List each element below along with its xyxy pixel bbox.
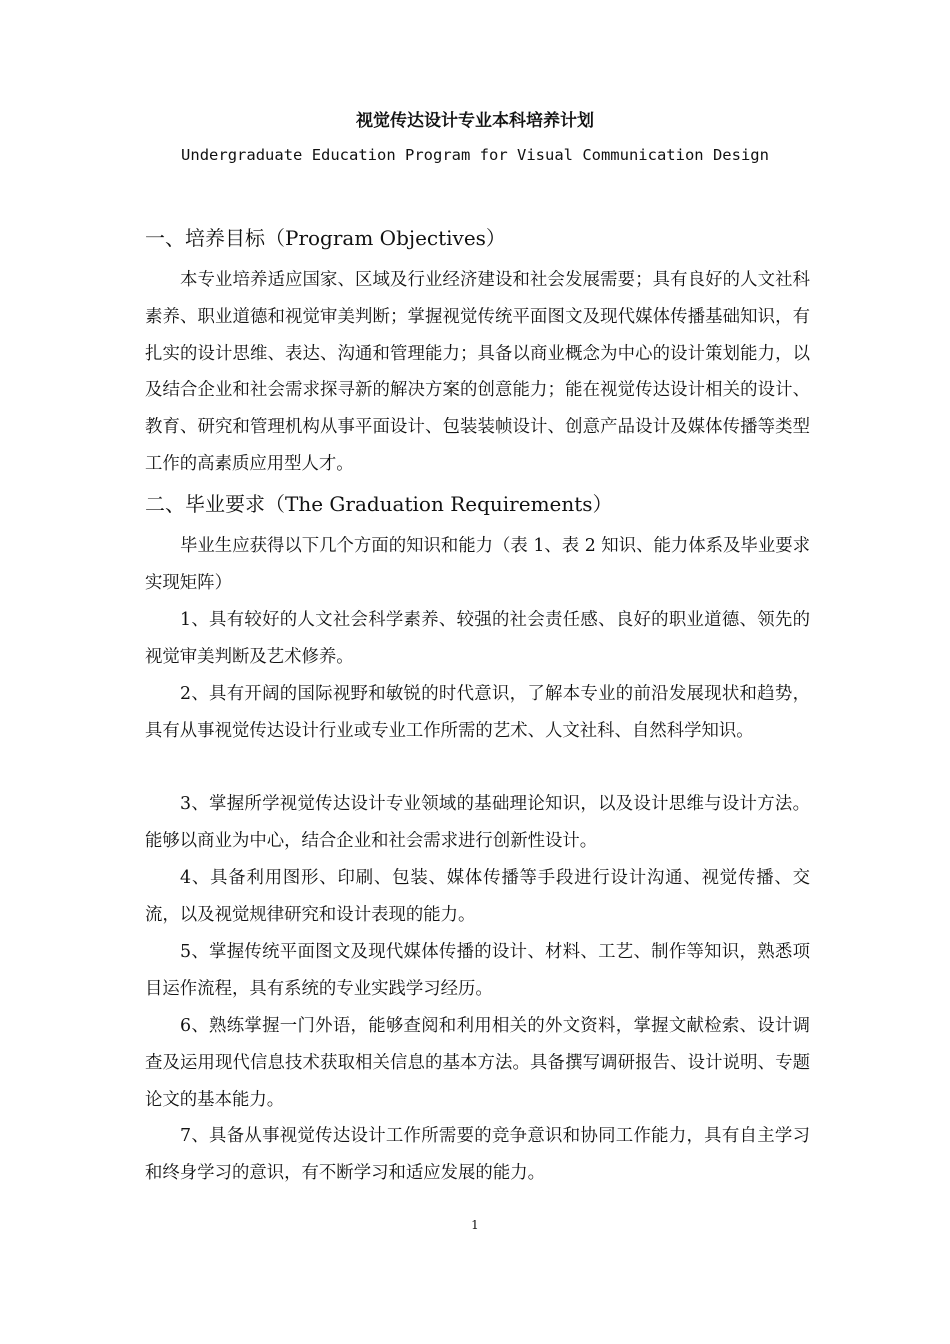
section-heading-graduation-requirements: 二、毕业要求（The Graduation Requirements） bbox=[145, 492, 613, 516]
requirement-item-4: 4、具备利用图形、印刷、包装、媒体传播等手段进行设计沟通、视觉传播、交流，以及视觉规律研究和设计表现的能力。 bbox=[145, 868, 810, 925]
page-number: 1 bbox=[471, 1218, 479, 1232]
requirement-item-1: 1、具有较好的人文社会科学素养、较强的社会责任感、良好的职业道德、领先的视觉审美判断及艺术修养。 bbox=[145, 610, 810, 667]
document-title-cn: 视觉传达设计专业本科培养计划 bbox=[356, 111, 594, 131]
requirements-intro-paragraph: 毕业生应获得以下几个方面的知识和能力（表 1、表 2 知识、能力体系及毕业要求实现矩阵） bbox=[145, 536, 810, 593]
requirement-item-3: 3、掌握所学视觉传达设计专业领域的基础理论知识，以及设计思维与设计方法。能够以商业为中心，结合企业和社会需求进行创新性设计。 bbox=[145, 794, 810, 851]
requirement-item-5: 5、掌握传统平面图文及现代媒体传播的设计、材料、工艺、制作等知识，熟悉项目运作流程，具有系统的专业实践学习经历。 bbox=[145, 942, 810, 999]
requirement-item-6: 6、熟练掌握一门外语，能够查阅和利用相关的外文资料，掌握文献检索、设计调查及运用现代信息技术获取相关信息的基本方法。具备撰写调研报告、设计说明、专题论文的基本能力。 bbox=[145, 1016, 810, 1110]
requirement-item-7: 7、具备从事视觉传达设计工作所需要的竞争意识和协同工作能力，具有自主学习和终身学习的意识，有不断学习和适应发展的能力。 bbox=[145, 1126, 810, 1183]
requirement-item-2: 2、具有开阔的国际视野和敏锐的时代意识，了解本专业的前沿发展现状和趋势，具有从事视觉传达设计行业或专业工作所需的艺术、人文社科、自然科学知识。 bbox=[145, 684, 810, 741]
section-heading-objectives: 一、培养目标（Program Objectives） bbox=[145, 226, 506, 250]
objectives-paragraph: 本专业培养适应国家、区域及行业经济建设和社会发展需要；具有良好的人文社科素养、职业道德和视觉审美判断；掌握视觉传统平面图文及现代媒体传播基础知识，有扎实的设计思维、表达、沟通和管理能力；具备以商业概念为中心的设计策划能力，以及结合企业和社会需求探寻新的解决方案的创意能力；能在视觉传达设计相关的设计、教育、研究和管理机构从事平面设计、包装装帧设计、创意产品设计及媒体传播等类型工作的高素质应用型人才。 bbox=[145, 270, 810, 474]
document-title-en: Undergraduate Education Program for Visual Communication Design bbox=[181, 146, 769, 164]
